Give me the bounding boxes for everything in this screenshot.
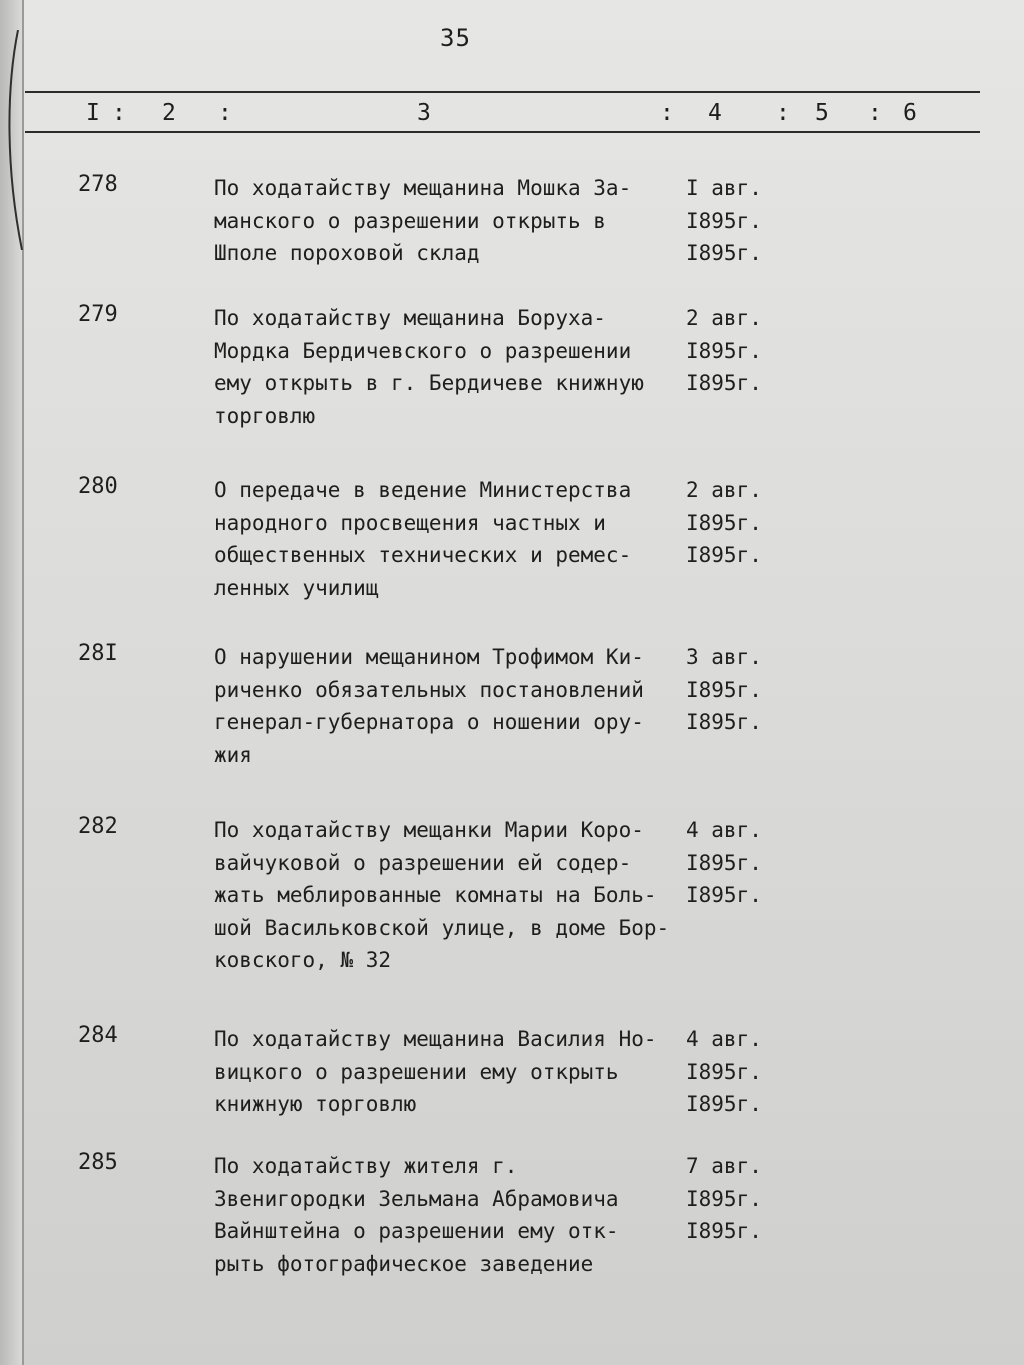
column-header-6: 6 xyxy=(903,100,917,126)
date-line: 4 авг. xyxy=(686,818,762,842)
date-line: 2 авг. xyxy=(686,478,762,502)
description-line: ему открыть в г. Бердичеве книжную xyxy=(214,371,644,395)
description-line: жать меблированные комнаты на Боль- xyxy=(214,883,657,907)
description-line: ленных училищ xyxy=(214,575,379,600)
column-header-3: 3 xyxy=(417,100,431,126)
date-line: 7 авг. xyxy=(686,1154,762,1178)
column-separator: : xyxy=(218,100,232,126)
description-line: рыть фотографическое заведение xyxy=(214,1251,594,1276)
entry-description xyxy=(214,641,684,771)
description-line: Вайнштейна о разрешении ему отк- xyxy=(214,1219,619,1243)
entry-description xyxy=(214,474,684,604)
entry-dates xyxy=(686,641,786,739)
column-header-5: 5 xyxy=(815,100,829,126)
description-line: ковского, № 32 xyxy=(214,948,392,972)
date-line: I895г. xyxy=(686,677,762,702)
date-line: 2 авг. xyxy=(686,306,762,330)
column-separator: : xyxy=(868,100,882,126)
description-line: О нарушении мещанином Трофимом Ки- xyxy=(214,645,644,669)
description-line: О передаче в ведение Министерства xyxy=(214,478,632,502)
date-line: I895г. xyxy=(686,1219,762,1243)
column-header-2: 2 xyxy=(162,100,176,126)
entry-number: 278 xyxy=(78,172,118,197)
description-line: Звенигородки Зельмана Абрамовича xyxy=(214,1186,619,1211)
description-line: общественных технических и ремес- xyxy=(214,543,632,567)
description-line: По ходатайству мещанина Василия Но- xyxy=(214,1027,657,1051)
date-line: I895г. xyxy=(686,710,762,734)
column-header-1: I xyxy=(86,100,100,126)
page-number: 35 xyxy=(440,24,471,52)
column-separator: : xyxy=(776,100,790,126)
entry-description xyxy=(214,814,684,977)
description-line: По ходатайству мещанина Боруха- xyxy=(214,306,606,330)
entry-number: 285 xyxy=(78,1150,118,1175)
entry-dates xyxy=(686,302,786,400)
date-line: I895г. xyxy=(686,1059,762,1084)
date-line: I895г. xyxy=(686,543,762,567)
description-line: вайчуковой о разрешении ей содер- xyxy=(214,850,632,875)
description-line: По ходатайству мещанки Марии Коро- xyxy=(214,818,644,842)
description-line: риченко обязательных постановлений xyxy=(214,677,644,702)
entry-description xyxy=(214,172,684,270)
description-line: По ходатайству мещанина Мошка За- xyxy=(214,176,632,200)
column-header-4: 4 xyxy=(708,100,722,126)
date-line: I895г. xyxy=(686,208,762,233)
date-line: I895г. xyxy=(686,1186,762,1211)
entry-description xyxy=(214,1023,684,1121)
date-line: 3 авг. xyxy=(686,645,762,669)
entry-number: 279 xyxy=(78,302,118,327)
entry-number: 282 xyxy=(78,814,118,839)
date-line: I895г. xyxy=(686,1092,762,1116)
entry-dates xyxy=(686,1150,786,1248)
description-line: вицкого о разрешении ему открыть xyxy=(214,1059,619,1084)
description-line: По ходатайству жителя г. xyxy=(214,1154,518,1178)
date-line: I895г. xyxy=(686,510,762,535)
date-line: I авг. xyxy=(686,176,762,200)
entry-dates xyxy=(686,1023,786,1121)
description-line: народного просвещения частных и xyxy=(214,510,606,535)
description-line: манского о разрешении открыть в xyxy=(214,208,606,233)
date-line: I895г. xyxy=(686,883,762,907)
date-line: I895г. xyxy=(686,371,762,395)
entry-dates xyxy=(686,474,786,572)
date-line: 4 авг. xyxy=(686,1027,762,1051)
date-line: I895г. xyxy=(686,850,762,875)
description-line: Шполе пороховой склад xyxy=(214,241,480,265)
entry-description xyxy=(214,302,684,432)
column-separator: : xyxy=(660,100,674,126)
entry-dates xyxy=(686,172,786,270)
description-line: шой Васильковской улице, в доме Бор- xyxy=(214,915,670,940)
description-line: жия xyxy=(214,742,252,767)
description-line: торговлю xyxy=(214,403,316,428)
description-line: Мордка Бердичевского о разрешении xyxy=(214,338,632,363)
entry-number: 284 xyxy=(78,1023,118,1048)
date-line: I895г. xyxy=(686,338,762,363)
entry-dates xyxy=(686,814,786,912)
entry-number: 280 xyxy=(78,474,118,499)
entry-number: 28I xyxy=(78,641,118,666)
description-line: книжную торговлю xyxy=(214,1092,417,1116)
date-line: I895г. xyxy=(686,241,762,265)
column-separator: : xyxy=(112,100,126,126)
description-line: генерал-губернатора о ношении ору- xyxy=(214,710,644,734)
entry-description xyxy=(214,1150,684,1280)
